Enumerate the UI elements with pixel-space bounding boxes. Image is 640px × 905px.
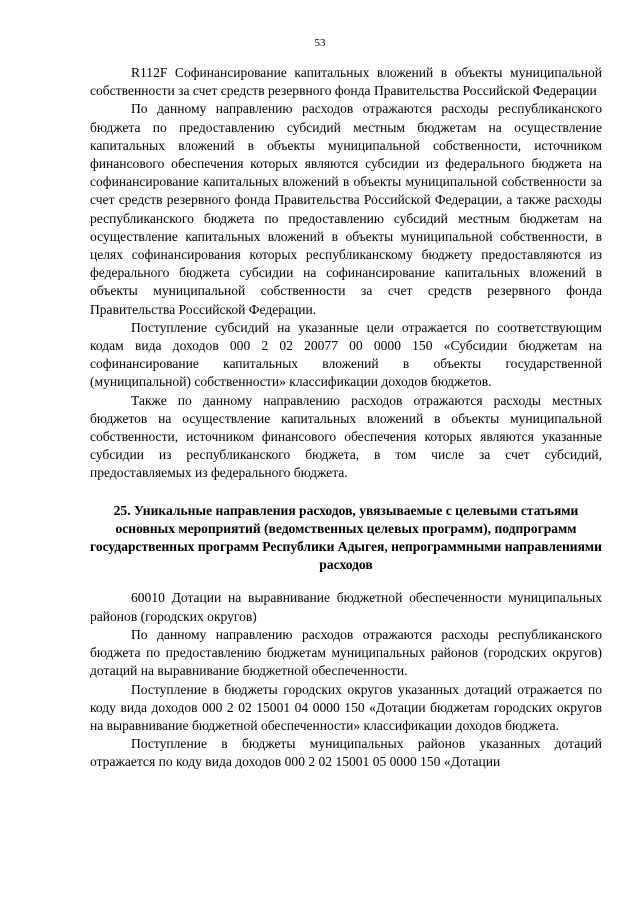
paragraph-r112f-revenue: Поступление субсидий на указанные цели отражается по соответствующим кодам вида доходов 000 2 02 20077 00 0000 150 «Субсидии бюджетам на софинансирование капитальных вложений в объекты государственной (муниципальной) собственности» классификации доходов бюджетов. xyxy=(90,319,602,390)
paragraph-60010-title: 60010 Дотации на выравнивание бюджетной обеспеченности муниципальных районов (городских округов) xyxy=(90,590,602,624)
paragraph-60010-city-districts: Поступление в бюджеты городских округов указанных дотаций отражается по коду вида доходов 000 2 02 15001 04 0000 150 «Дотации бюджетам городских округов на выравнивание бюджетной обеспеченности» классификации доходов бюджета. xyxy=(90,681,602,733)
paragraph-60010-description: По данному направлению расходов отражаются расходы республиканского бюджета по предоставлению бюджетам муниципальных районов (городских округов) дотаций на выравнивание бюджетной обеспеченности. xyxy=(90,626,602,679)
paragraph-r112f-title: R112F Софинансирование капитальных вложений в объекты муниципальной собственности за счет средств резервного фонда Правительства Российской Федерации xyxy=(90,65,602,99)
paragraph-r112f-local-budgets: Также по данному направлению расходов отражаются расходы местных бюджетов на осуществление капитальных вложений в объекты муниципальной собственности, источником финансового обеспечения которых являются указанные субсидии из республиканского бюджета, в том числе за счет субсидий, предоставляемых из федерального бюджета. xyxy=(90,392,602,481)
page-number: 53 xyxy=(314,37,326,49)
section-heading: 25. Уникальные направления расходов, увязываемые с целевыми статьями основных мероприятий (ведомственных целевых программ), подпрограмм государственных программ Республики Адыгея, непрограммными направлениями расходов xyxy=(90,502,602,573)
paragraph-r112f-description: По данному направлению расходов отражаются расходы республиканского бюджета по предоставлению субсидий местным бюджетам на осуществление капитальных вложений в объекты муниципальной собственности, источником финансового обеспечения которых являются субсидии из федерального бюджета на софинансирование капитальных вложений в объекты муниципальной собственности за счет средств резервного фонда Правительства Российской Федерации, а также расходы республиканского бюджета по предоставлению субсидий местным бюджетам на осуществление капитальных вложений в объекты муниципальной собственности, в целях софинансирования которых республиканскому бюджету предоставляются из федерального бюджета субсидии на софинансирование капитальных вложений в объекты муниципальной собственности за счет средств резервного фонда Правительства Российской Федерации. xyxy=(90,101,602,317)
paragraph-60010-municipal-districts: Поступление в бюджеты муниципальных районов указанных дотаций отражается по коду вида доходов 000 2 02 15001 05 0000 150 «Дотации xyxy=(90,736,602,770)
page-content xyxy=(90,64,602,772)
